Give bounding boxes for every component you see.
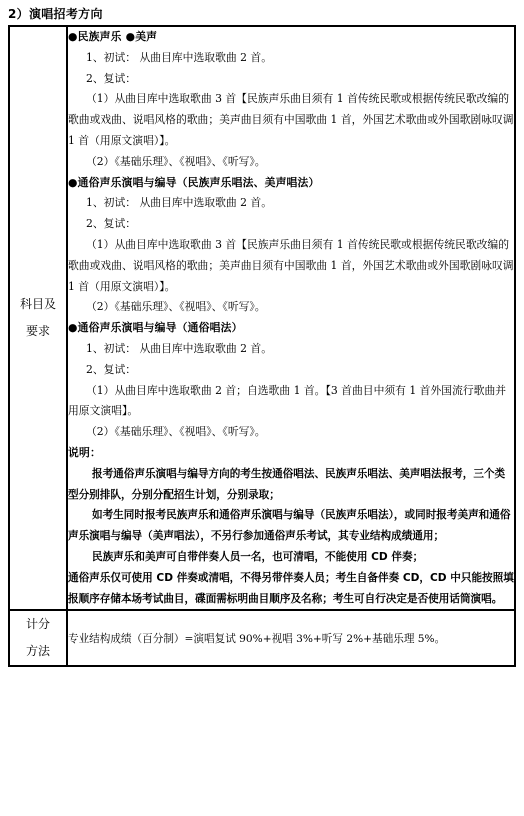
subject-label-cell (9, 26, 67, 610)
section-title-pop-singing: ●通俗声乐演唱与编导（通俗唱法） (68, 321, 243, 335)
item-theory: （2）《基础乐理》、《视唱》、《听写》。 (86, 300, 266, 314)
scoring-label-line-2: 方法 (25, 644, 50, 659)
item-retest-songs: （1）从曲目库中选取歌曲 3 首【民族声乐曲目须有 1 首传统民歌或根据传统民歌改编的歌曲或戏曲、说唱风格的歌曲；美声曲目须有中国歌曲 1 首，外国艺术歌曲或外国歌剧咏叹调 1 首（用原文演唱）】。 (68, 92, 514, 147)
note-title: 说明： (68, 445, 101, 459)
item-retest: 2、复试： (86, 362, 137, 376)
section-title-folk-bel-canto: ●民族声乐 ●美声 (68, 30, 158, 43)
item-retest: 2、复试： (86, 217, 137, 231)
item-retest-songs: （1）从曲目库中选取歌曲 3 首【民族声乐曲目须有 1 首传统民歌或根据传统民歌改编的歌曲或戏曲、说唱风格的歌曲；美声曲目须有中国歌曲 1 首，外国艺术歌曲或外国歌剧咏叹调 1 首（用原文演唱）】。 (68, 237, 514, 293)
section-title-pop-folk-bel-canto: ●通俗声乐演唱与编导（民族声乐唱法、美声唱法） (68, 175, 320, 189)
scoring-label-line-1: 计分 (25, 617, 50, 632)
item-prelim: 1、初试： 从曲目库中选取歌曲 2 首。 (86, 50, 272, 64)
subject-content-cell (67, 26, 515, 610)
note-paragraph: 民族声乐和美声可自带伴奏人员一名，也可清唱，不能使用 CD 伴奏； (92, 550, 424, 563)
item-retest: 2、复试： (86, 71, 137, 85)
item-theory: （2）《基础乐理》、《视唱》、《听写》。 (86, 154, 266, 168)
item-theory: （2）《基础乐理》、《视唱》、《听写》。 (86, 425, 266, 439)
item-prelim: 1、初试： 从曲目库中选取歌曲 2 首。 (86, 196, 272, 210)
scoring-row (9, 610, 515, 666)
note-paragraph: 通俗声乐仅可使用 CD 伴奏或清唱，不得另带伴奏人员；考生自备伴奏 CD，CD 中只能按照填报顺序存储本场考试曲目，碟面需标明曲目顺序及名称；考生可自行决定是否使用话筒演唱。 (68, 571, 514, 605)
note-paragraph: 报考通俗声乐演唱与编导方向的考生按通俗唱法、民族声乐唱法、美声唱法报考，三个类型分别排队，分别分配招生计划，分别录取； (68, 467, 506, 501)
subject-label-line-2: 要求 (25, 324, 50, 339)
scoring-formula: 专业结构成绩（百分制）=演唱复试 90%+视唱 3%+听写 2%+基础乐理 5%。 (68, 632, 446, 645)
note-paragraph: 如考生同时报考民族声乐和通俗声乐演唱与编导（民族声乐唱法），或同时报考美声和通俗声乐演唱与编导（美声唱法），不另行参加通俗声乐考试，其专业结构成绩通用； (68, 509, 511, 543)
subject-row (9, 26, 515, 610)
item-prelim: 1、初试： 从曲目库中选取歌曲 2 首。 (86, 341, 272, 355)
subject-label-line-1: 科目及 (19, 297, 56, 312)
scoring-content-cell (67, 610, 515, 666)
item-retest-songs: （1）从曲目库中选取歌曲 2 首；自选歌曲 1 首。【3 首曲目中须有 1 首外国流行歌曲并用原文演唱】。 (68, 383, 507, 418)
requirements-table (8, 25, 516, 667)
scoring-label-cell (9, 610, 67, 666)
section-heading: 2）演唱招考方向 (8, 7, 103, 21)
